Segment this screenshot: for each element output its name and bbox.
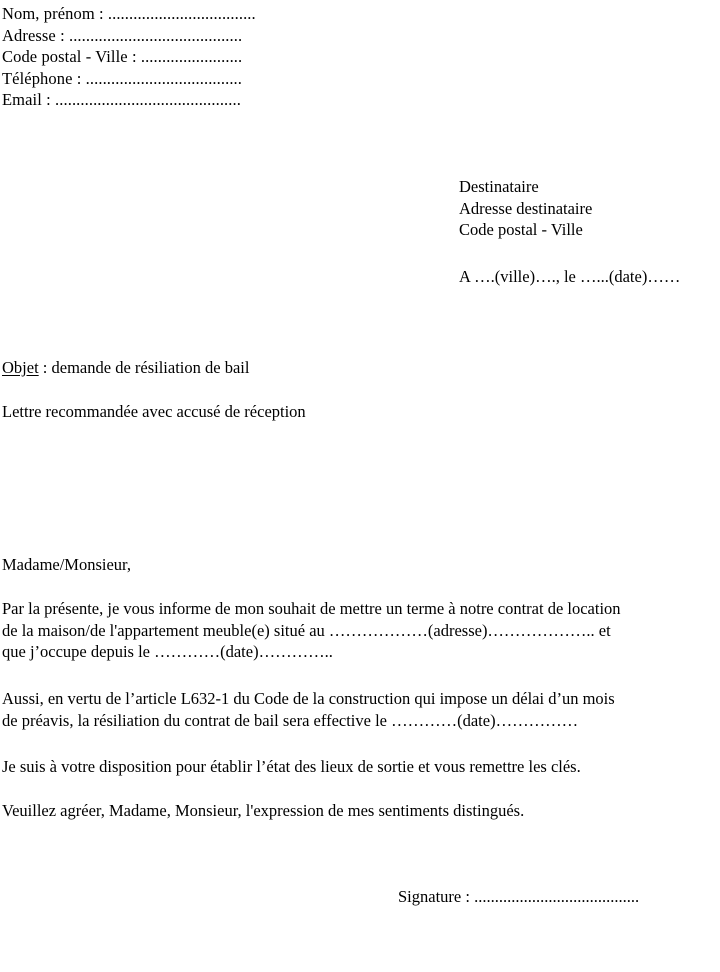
body-paragraph-4 xyxy=(2,800,720,822)
sender-name-line: Nom, prénom : ................................... xyxy=(2,4,256,23)
paragraph-line: Aussi, en vertu de l’article L632-1 du Code de la construction qui impose un délai d’un mois xyxy=(2,689,615,708)
paragraph-line: Je suis à votre disposition pour établir l’état des lieux de sortie et vous remettre les clés. xyxy=(2,757,581,776)
sender-postal-city-line: Code postal - Ville : ........................ xyxy=(2,47,243,66)
recipient-block xyxy=(459,176,720,241)
sender-email-line: Email : ............................................ xyxy=(2,90,241,109)
body-paragraph-1 xyxy=(2,598,720,663)
body-paragraph-3 xyxy=(2,756,720,778)
sender-phone-line: Téléphone : ..................................... xyxy=(2,68,242,88)
signature-line: Signature : ........................................ xyxy=(398,887,640,906)
delivery-method-note: Lettre recommandée avec accusé de réception xyxy=(2,402,306,421)
paragraph-line: de préavis, la résiliation du contrat de bail sera effective le …………(date)…………… xyxy=(2,710,579,730)
recipient-name-line: Destinataire xyxy=(459,177,539,196)
recipient-address-line: Adresse destinataire xyxy=(459,198,593,218)
sender-address-line: Adresse : ......................................... xyxy=(2,25,243,45)
body-paragraph-2 xyxy=(2,688,720,731)
sender-block xyxy=(2,3,422,111)
paragraph-line: Par la présente, je vous informe de mon souhait de mettre un terme à notre contrat de location xyxy=(2,599,621,618)
subject-line xyxy=(2,357,249,379)
recipient-postal-city-line: Code postal - Ville xyxy=(459,220,583,239)
place-and-date-line: A ….(ville)…., le …...(date)…… xyxy=(459,267,681,286)
salutation: Madame/Monsieur, xyxy=(2,555,132,574)
subject-separator: : xyxy=(38,358,52,377)
subject-text: demande de résiliation de bail xyxy=(51,358,250,377)
paragraph-line: Veuillez agréer, Madame, Monsieur, l'expression de mes sentiments distingués. xyxy=(2,801,525,820)
subject-label: Objet xyxy=(2,358,39,377)
paragraph-line: de la maison/de l'appartement meuble(e) situé au ………………(adresse)……………….. et xyxy=(2,620,611,640)
paragraph-line: que j’occupe depuis le …………(date)………….. xyxy=(2,642,333,661)
